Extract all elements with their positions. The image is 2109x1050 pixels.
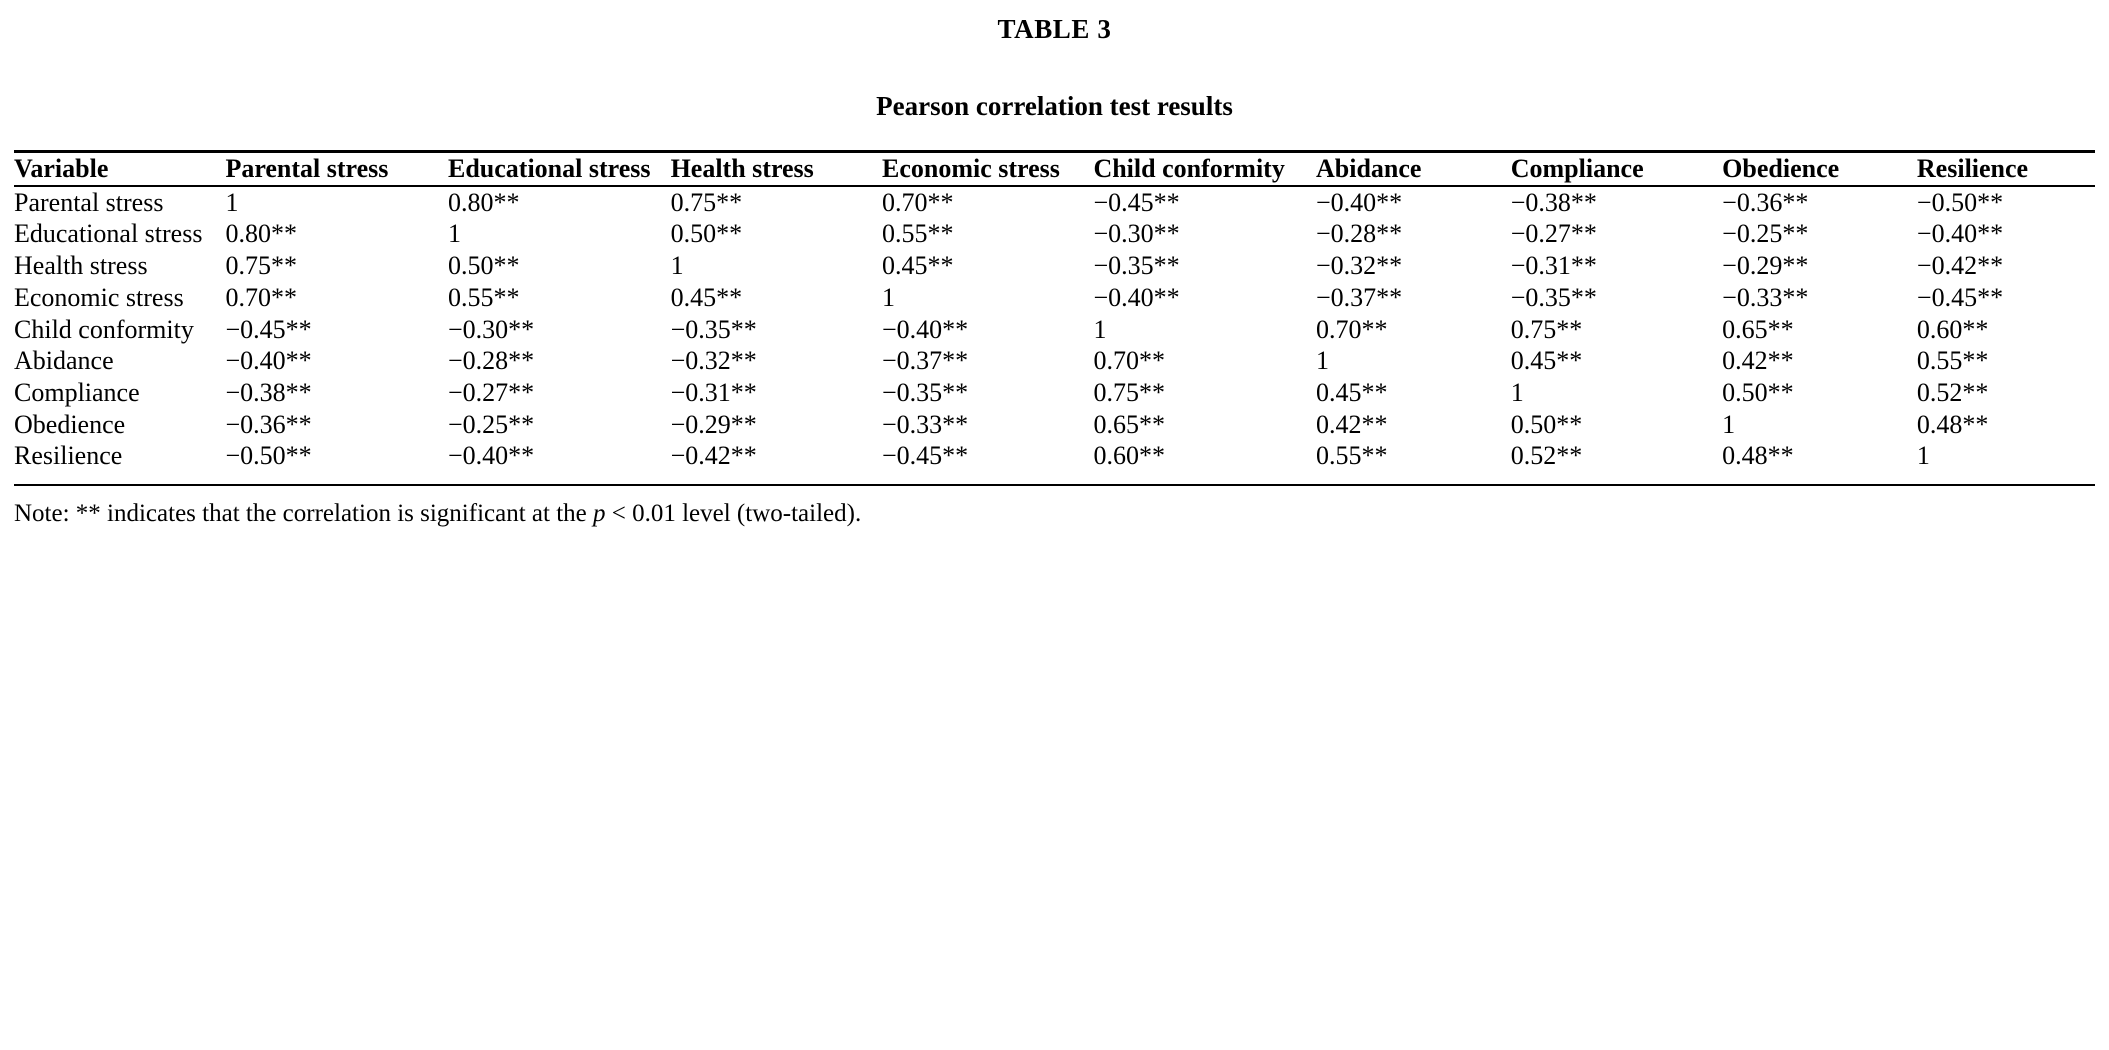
table-note-after: < 0.01 level (two-tailed). <box>605 500 862 528</box>
table-cell: 1 <box>1093 314 1107 344</box>
table-cell: 0.65** <box>1722 314 1794 344</box>
table-cell: 0.75** <box>670 187 743 217</box>
table-cell: −0.25** <box>1722 219 1809 249</box>
table-cell: 0.70** <box>1316 314 1388 344</box>
table-cell: 0.75** <box>1093 378 1165 408</box>
table-row <box>14 282 2095 314</box>
table-cell: 0.52** <box>1916 378 1989 408</box>
table-cell: −0.28** <box>448 346 535 376</box>
table-cell: 1 <box>1916 441 1930 471</box>
table-header-row <box>14 153 2095 186</box>
table-cell: 0.55** <box>882 219 954 249</box>
table-cell: 1 <box>1510 378 1524 408</box>
table-cell: −0.40** <box>448 441 535 471</box>
row-label: Compliance <box>14 378 140 408</box>
table-row <box>14 218 2095 250</box>
row-label: Educational stress <box>14 219 203 249</box>
table-cell: −0.30** <box>448 314 535 344</box>
table-cell: −0.31** <box>1510 251 1597 281</box>
table-cell: 1 <box>225 187 239 217</box>
row-label: Health stress <box>14 251 148 281</box>
column-header-variable: Variable <box>14 154 109 183</box>
table-cell: −0.45** <box>225 314 312 344</box>
table-cell: 1 <box>448 219 461 249</box>
table-note-p-symbol: p <box>593 500 606 528</box>
table-row <box>14 314 2095 346</box>
table-cell: 0.55** <box>1316 441 1388 471</box>
column-header-resilience: Resilience <box>1916 154 2029 183</box>
correlation-table <box>14 153 2095 484</box>
table-cell: 0.48** <box>1916 409 1989 439</box>
table-body <box>14 186 2095 484</box>
table-cell: 0.50** <box>670 219 743 249</box>
table-cell: −0.37** <box>1316 282 1403 312</box>
table-cell: −0.35** <box>882 378 969 408</box>
column-header-obedience: Obedience <box>1722 154 1840 183</box>
table-cell: 0.70** <box>882 187 954 217</box>
table-cell: 0.42** <box>1316 409 1388 439</box>
table-cell: −0.31** <box>670 378 757 408</box>
table-cell: −0.33** <box>1722 282 1809 312</box>
table-cell: −0.45** <box>1916 282 2004 312</box>
table-cell: −0.32** <box>1316 251 1403 281</box>
table-cell: 0.70** <box>225 282 297 312</box>
table-cell: −0.27** <box>448 378 535 408</box>
table-cell: 0.48** <box>1722 441 1794 471</box>
row-label: Obedience <box>14 409 126 439</box>
table-cell: −0.32** <box>670 346 757 376</box>
table-cell: −0.29** <box>670 409 757 439</box>
table-cell: −0.35** <box>670 314 757 344</box>
column-header-economic-stress: Economic stress <box>882 154 1060 183</box>
column-header-parental-stress: Parental stress <box>225 154 389 183</box>
table-cell: 0.75** <box>225 251 297 281</box>
table-cell: 0.80** <box>225 219 297 249</box>
table-cell: 0.55** <box>448 282 520 312</box>
table-cell: −0.29** <box>1722 251 1809 281</box>
column-header-abidance: Abidance <box>1316 154 1422 183</box>
table-cell: −0.42** <box>1916 251 2004 281</box>
table-row <box>14 409 2095 441</box>
table-note <box>14 486 2095 537</box>
table-cell: −0.45** <box>882 441 969 471</box>
column-header-child-conformity: Child conformity <box>1093 154 1285 183</box>
table-row <box>14 186 2095 219</box>
table-cell: 1 <box>1316 346 1329 376</box>
table-cell: −0.27** <box>1510 219 1597 249</box>
table-cell: 0.70** <box>1093 346 1165 376</box>
table-cell: 0.60** <box>1916 314 1989 344</box>
table-cell: −0.50** <box>225 441 312 471</box>
table-cell: −0.33** <box>882 409 969 439</box>
row-label: Child conformity <box>14 314 194 344</box>
table-cell: 0.42** <box>1722 346 1794 376</box>
table-cell: 0.45** <box>1510 346 1583 376</box>
table-cell: 0.50** <box>1510 409 1583 439</box>
table-row <box>14 345 2095 377</box>
table-label: TABLE 3 <box>997 14 1112 44</box>
table-cell: 1 <box>670 251 684 281</box>
row-label: Economic stress <box>14 282 184 312</box>
table-row <box>14 250 2095 282</box>
table-cell: 0.50** <box>1722 378 1794 408</box>
table-cell: −0.40** <box>1093 282 1180 312</box>
table-cell: −0.36** <box>225 409 312 439</box>
table-row <box>14 440 2095 484</box>
table-cell: 0.60** <box>1093 441 1165 471</box>
table-cell: −0.50** <box>1916 187 2004 217</box>
row-label: Parental stress <box>14 187 164 217</box>
table-cell: 0.65** <box>1093 409 1165 439</box>
table-cell: 0.50** <box>448 251 520 281</box>
table-cell: −0.40** <box>882 314 969 344</box>
table-cell: −0.28** <box>1316 219 1403 249</box>
table-header <box>14 153 2095 186</box>
table-cell: 0.80** <box>448 187 520 217</box>
table-page <box>0 14 2109 537</box>
table-cell: −0.40** <box>1916 219 2004 249</box>
table-cell: 0.45** <box>882 251 954 281</box>
table-cell: −0.40** <box>1316 187 1403 217</box>
table-cell: 1 <box>1722 409 1736 439</box>
table-title: Pearson correlation test results <box>876 91 1233 121</box>
column-header-compliance: Compliance <box>1510 154 1644 183</box>
table-cell: −0.30** <box>1093 219 1180 249</box>
table-cell: 1 <box>882 282 895 312</box>
table-cell: −0.45** <box>1093 187 1180 217</box>
table-cell: −0.40** <box>225 346 312 376</box>
table-cell: 0.45** <box>670 282 743 312</box>
table-cell: −0.38** <box>225 378 312 408</box>
table-cell: −0.35** <box>1093 251 1180 281</box>
table-note-before: Note: ** indicates that the correlation is significant at the <box>14 500 593 528</box>
table-cell: −0.25** <box>448 409 535 439</box>
table-cell: −0.37** <box>882 346 969 376</box>
table-cell: −0.38** <box>1510 187 1597 217</box>
row-label: Abidance <box>14 346 114 376</box>
column-header-health-stress: Health stress <box>670 154 814 183</box>
table-row <box>14 377 2095 409</box>
row-label: Resilience <box>14 441 123 471</box>
table-cell: 0.45** <box>1316 378 1388 408</box>
table-cell: −0.36** <box>1722 187 1809 217</box>
table-cell: −0.42** <box>670 441 757 471</box>
table-cell: 0.52** <box>1510 441 1583 471</box>
table-cell: −0.35** <box>1510 282 1597 312</box>
table-cell: 0.55** <box>1916 346 1989 376</box>
column-header-educational-stress: Educational stress <box>448 154 651 183</box>
table-cell: 0.75** <box>1510 314 1583 344</box>
